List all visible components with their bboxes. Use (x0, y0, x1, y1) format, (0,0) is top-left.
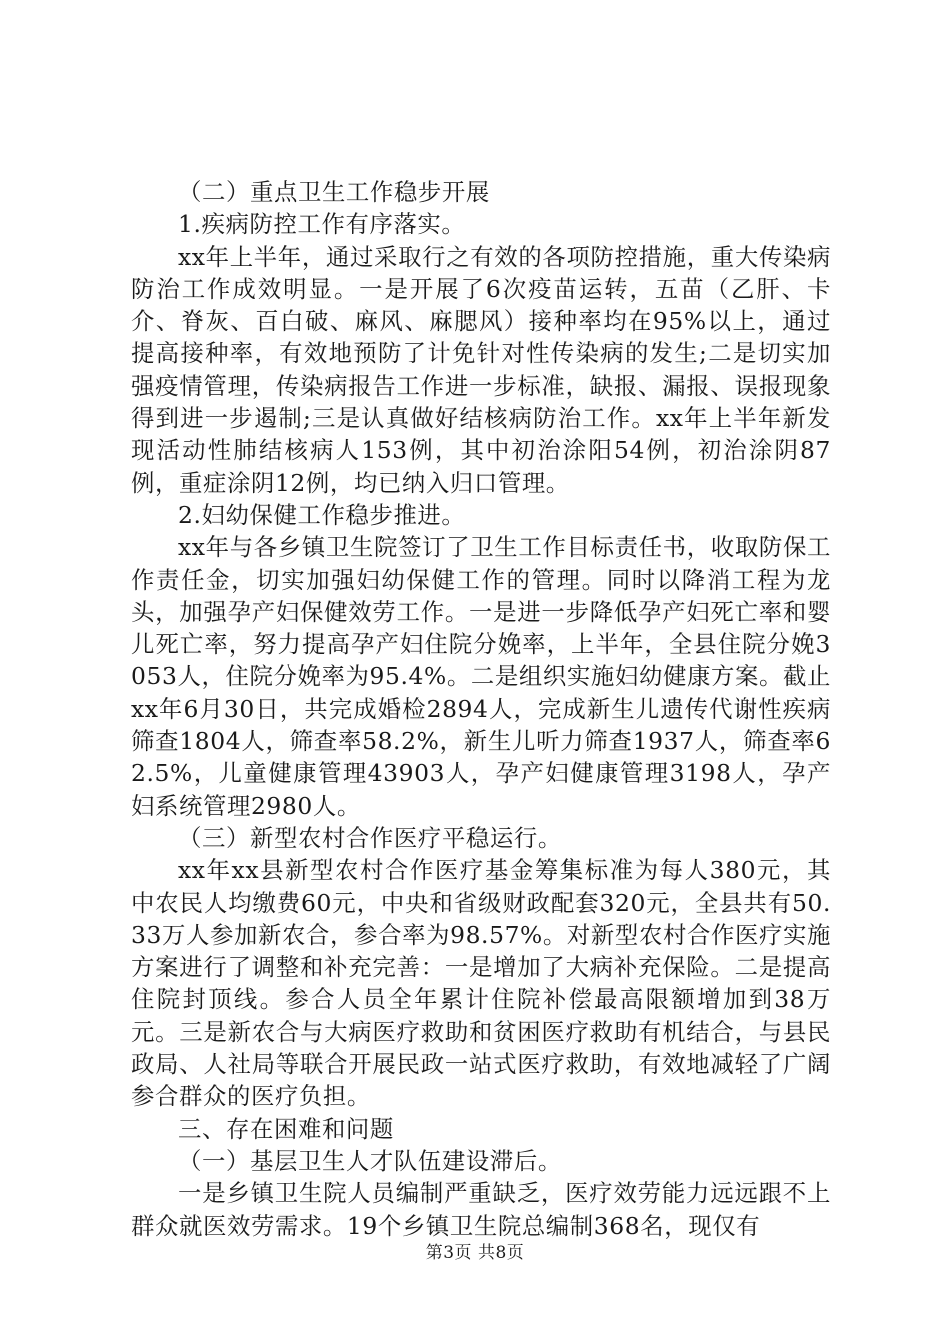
section-heading-talent: （一）基层卫生人才队伍建设滞后。 (178, 1146, 562, 1175)
paragraph-disease-control: xx年上半年，通过采取行之有效的各项防控措施，重大传染病防治工作成效明显。一是开展了6次疫苗运转，五苗（乙肝、卡介、脊灰、百白破、麻风、麻腮风）接种率均在95%以上，通过提高接种率，有效地预防了计免针对性传染病的发生;二是切实加强疫情管理，传染病报告工作进一步标准，缺报、漏报、误报现象得到进一步遏制;三是认真做好结核病防治工作。xx年上半年新发现活动性肺结核病人153例，其中初治涂阳54例，初治涂阴87例，重症涂阴12例，均已纳入归口管理。 (131, 242, 831, 497)
subsection-heading-disease-control: 1.疾病防控工作有序落实。 (178, 210, 466, 239)
section-heading-3: （三）新型农村合作医疗平稳运行。 (178, 823, 562, 852)
subsection-heading-maternal-child: 2.妇幼保健工作稳步推进。 (178, 500, 466, 529)
section-heading-2: （二）重点卫生工作稳步开展 (178, 178, 490, 206)
paragraph-maternal-child: xx年与各乡镇卫生院签订了卫生工作目标责任书，收取防保工作责任金，切实加强妇幼保健工作的管理。同时以降消工程为龙头，加强孕产妇保健效劳工作。一是进一步降低孕产妇死亡率和婴儿死亡率，努力提高孕产妇住院分娩率，上半年，全县住院分娩3053人，住院分娩率为95.4%。二是组织实施妇幼健康方案。截止xx年6月30日，共完成婚检2894人，完成新生儿遗传代谢性疾病筛查1804人，筛查率58.2%，新生儿听力筛查1937人，筛查率62.5%，儿童健康管理43903人，孕产妇健康管理3198人，孕产妇系统管理2980人。 (131, 533, 831, 820)
paragraph-rural-cooperative-medical: xx年xx县新型农村合作医疗基金筹集标准为每人380元，其中农民人均缴费60元，中央和省级财政配套320元，全县共有50.33万人参加新农合，参合率为98.57%。对新型农村合作医疗实施方案进行了调整和补充完善：一是增加了大病补充保险。二是提高住院封顶线。参合人员全年累计住院补偿最高限额增加到38万元。三是新农合与大病医疗救助和贫困医疗救助有机结合，与县民政局、人社局等联合开展民政一站式医疗救助，有效地减轻了广阔参合群众的医疗负担。 (131, 856, 831, 1111)
chapter-heading-problems: 三、存在困难和问题 (178, 1114, 394, 1143)
document-body (131, 176, 831, 1242)
page-number: 第3页 共8页 (425, 1243, 525, 1263)
page-footer (0, 1242, 950, 1264)
paragraph-staffing: 一是乡镇卫生院人员编制严重缺乏，医疗效劳能力远远跟不上群众就医效劳需求。19个乡镇卫生院总编制368名，现仅有 (131, 1179, 831, 1240)
